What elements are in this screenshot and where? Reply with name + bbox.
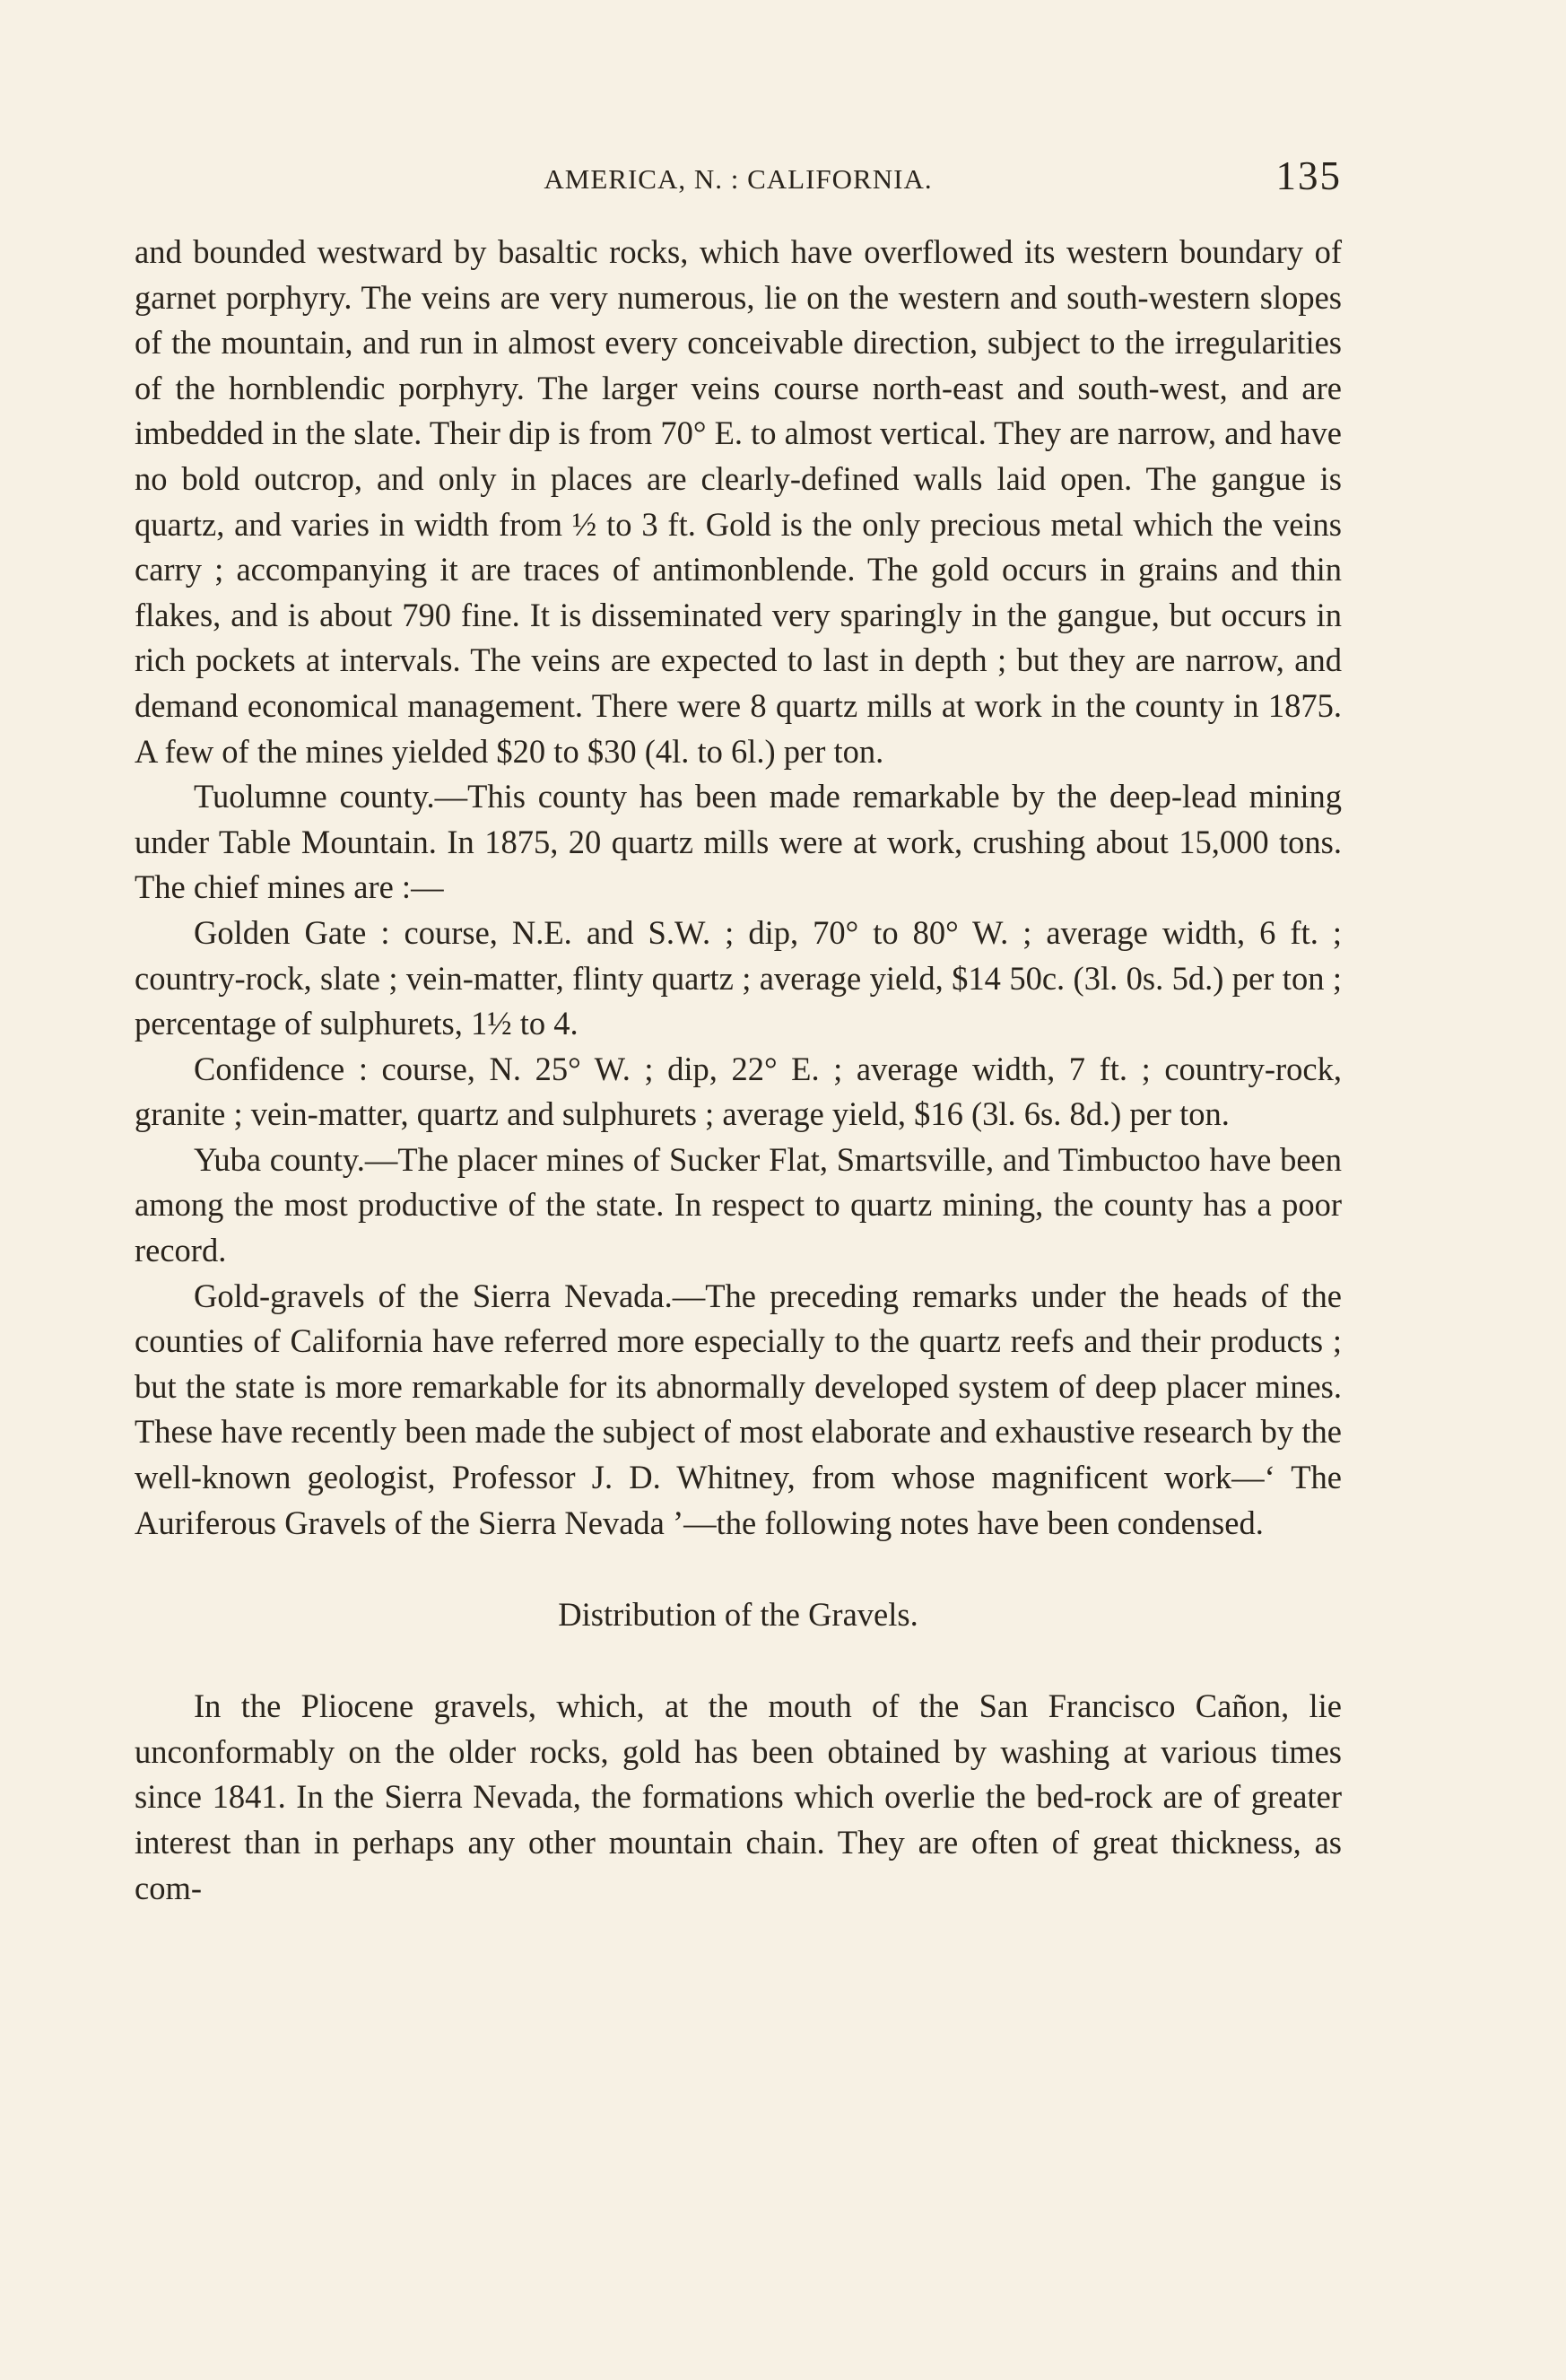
- running-head: AMERICA, N. : CALIFORNIA.: [544, 163, 933, 195]
- paragraph-continued: and bounded westward by basaltic rocks, which have overflowed its western boundary of garnet porphyry. The veins are very numerous, lie on the western and south-western slopes of the mountain, and run in almost every conceivable direction, subject to the irregularities of the hornblendic porphyry. The larger veins course north-east and south-west, and are imbedded in the slate. Their dip is from 70° E. to almost vertical. They are narrow, and have no bold outcrop, and only in places are clearly-defined walls laid open. The gangue is quartz, and varies in width from ½ to 3 ft. Gold is the only precious metal which the veins carry ; accompanying it are traces of antimonblende. The gold occurs in grains and thin flakes, and is about 790 fine. It is disseminated very sparingly in the gangue, but occurs in rich pockets at intervals. The veins are expected to last in depth ; but they are narrow, and demand economical management. There were 8 quartz mills at work in the county in 1875. A few of the mines yielded $20 to $30 (4l. to 6l.) per ton.: [135, 233, 1342, 770]
- paragraph-yuba: Yuba county.—The placer mines of Sucker Flat, Smartsville, and Timbuctoo have been among the most productive of the state. In respect to quartz mining, the county has a poor record.: [135, 1140, 1342, 1269]
- paragraph-confidence: Confidence : course, N. 25° W. ; dip, 22° E. ; average width, 7 ft. ; country-rock, granite ; vein-matter, quartz and sulphurets ; average yield, $16 (3l. 6s. 8d.) per ton.: [135, 1050, 1342, 1133]
- section-heading: Distribution of the Gravels.: [558, 1596, 918, 1634]
- page-header: [135, 153, 1342, 215]
- paragraph-pliocene: In the Pliocene gravels, which, at the mouth of the San Francisco Cañon, lie unconformably on the older rocks, gold has been obtained by washing at various times since 1841. In the Sierra Nevada, the formations which overlie the bed-rock are of greater interest than in perhaps any other mountain chain. They are often of great thickness, as com-: [135, 1687, 1342, 1906]
- paragraph-gold-gravels: Gold-gravels of the Sierra Nevada.—The preceding remarks under the heads of the counties of California have referred more especially to the quartz reefs and their products ; but the state is more remarkable for its abnormally developed system of deep placer mines. These have recently been made the subject of most elaborate and exhaustive research by the well-known geologist, Professor J. D. Whitney, from whose magnificent work—‘ The Auriferous Gravels of the Sierra Nevada ’—the following notes have been condensed.: [135, 1277, 1342, 1541]
- paragraph-golden-gate: Golden Gate : course, N.E. and S.W. ; dip, 70° to 80° W. ; average width, 6 ft. ; country-rock, slate ; vein-matter, flinty quartz ; average yield, $14 50c. (3l. 0s. 5d.) per ton ; percentage of sulphurets, 1½ to 4.: [135, 913, 1342, 1042]
- body-text: [135, 230, 1342, 1911]
- page-number: 135: [1275, 153, 1342, 198]
- paragraph-tuolumne: Tuolumne county.—This county has been made remarkable by the deep-lead mining under Table Mountain. In 1875, 20 quartz mills were at work, crushing about 15,000 tons. The chief mines are :—: [135, 778, 1342, 906]
- page: [135, 153, 1342, 1911]
